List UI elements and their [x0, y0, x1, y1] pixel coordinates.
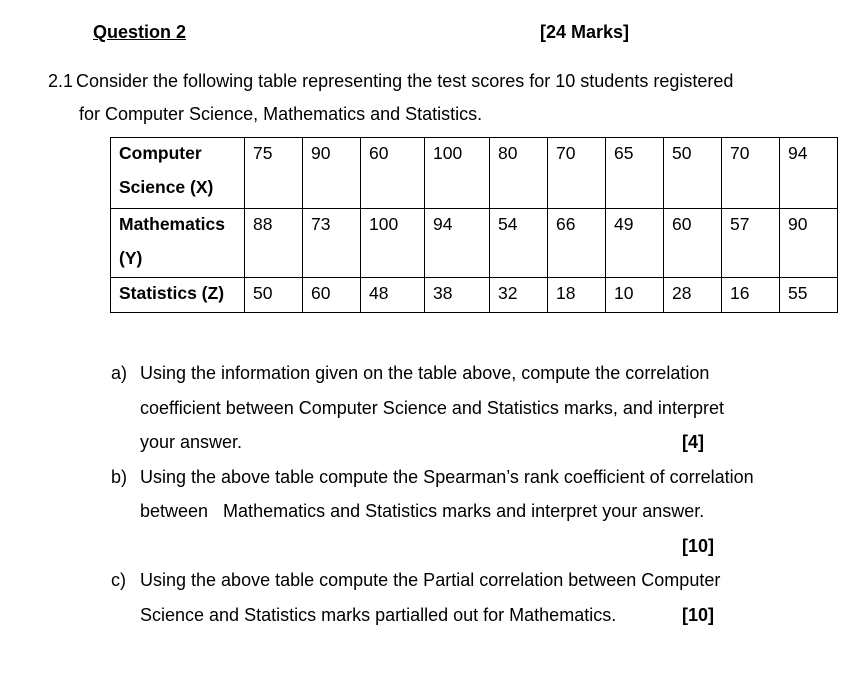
- table-cell: 94: [780, 138, 838, 209]
- table-cell: 90: [303, 138, 361, 209]
- table-cell: 28: [664, 278, 722, 313]
- part-c-line-1: Using the above table compute the Partial correlation between Computer: [140, 570, 721, 590]
- table-cell: 55: [780, 278, 838, 313]
- table-cell: 60: [664, 209, 722, 278]
- part-c-marks: [10]: [682, 605, 715, 625]
- row-label: Statistics (Z): [111, 278, 245, 313]
- table-cell: 70: [722, 138, 780, 209]
- intro-line-2: for Computer Science, Mathematics and Statistics.: [79, 104, 483, 124]
- question-marks: [24 Marks]: [540, 22, 630, 42]
- part-c-line-2: Science and Statistics marks partialled out for Mathematics.: [140, 605, 617, 625]
- table-cell: 80: [490, 138, 548, 209]
- table-cell: 32: [490, 278, 548, 313]
- table-cell: 75: [245, 138, 303, 209]
- part-a-line-1: Using the information given on the table above, compute the correlation: [140, 363, 710, 383]
- table-cell: 50: [245, 278, 303, 313]
- table-cell: 60: [361, 138, 425, 209]
- table-cell: 90: [780, 209, 838, 278]
- scores-table: [110, 137, 838, 313]
- table-cell: 16: [722, 278, 780, 313]
- table-row-statistics: [111, 278, 838, 313]
- table-cell: 49: [606, 209, 664, 278]
- table-cell: 88: [245, 209, 303, 278]
- part-c-letter: c): [111, 570, 126, 590]
- intro-number: 2.1: [48, 71, 74, 91]
- table-cell: 60: [303, 278, 361, 313]
- table-cell: 48: [361, 278, 425, 313]
- table-cell: 18: [548, 278, 606, 313]
- row-label: Computer Science (X): [111, 138, 245, 209]
- table-cell: 70: [548, 138, 606, 209]
- part-a-letter: a): [111, 363, 128, 383]
- table-cell: 10: [606, 278, 664, 313]
- intro-line-1: Consider the following table representing the test scores for 10 students registered: [76, 71, 734, 91]
- part-b-line-1: Using the above table compute the Spearman’s rank coefficient of correlation: [140, 467, 754, 487]
- table-cell: 38: [425, 278, 490, 313]
- table-cell: 54: [490, 209, 548, 278]
- table-cell: 73: [303, 209, 361, 278]
- part-a-line-3: your answer.: [140, 432, 243, 452]
- part-b-letter: b): [111, 467, 128, 487]
- row-label: Mathematics (Y): [111, 209, 245, 278]
- table-cell: 66: [548, 209, 606, 278]
- part-a-line-2: coefficient between Computer Science and Statistics marks, and interpret: [140, 398, 724, 418]
- table-cell: 57: [722, 209, 780, 278]
- part-b-marks: [10]: [682, 536, 715, 556]
- table-row-computer-science: [111, 138, 838, 209]
- table-cell: 50: [664, 138, 722, 209]
- table-cell: 100: [361, 209, 425, 278]
- table-cell: 94: [425, 209, 490, 278]
- table-cell: 65: [606, 138, 664, 209]
- part-a-marks: [4]: [682, 432, 704, 452]
- table-row-mathematics: [111, 209, 838, 278]
- table-cell: 100: [425, 138, 490, 209]
- question-title: Question 2: [93, 22, 187, 42]
- part-b-line-2: between Mathematics and Statistics marks and interpret your answer.: [140, 501, 705, 521]
